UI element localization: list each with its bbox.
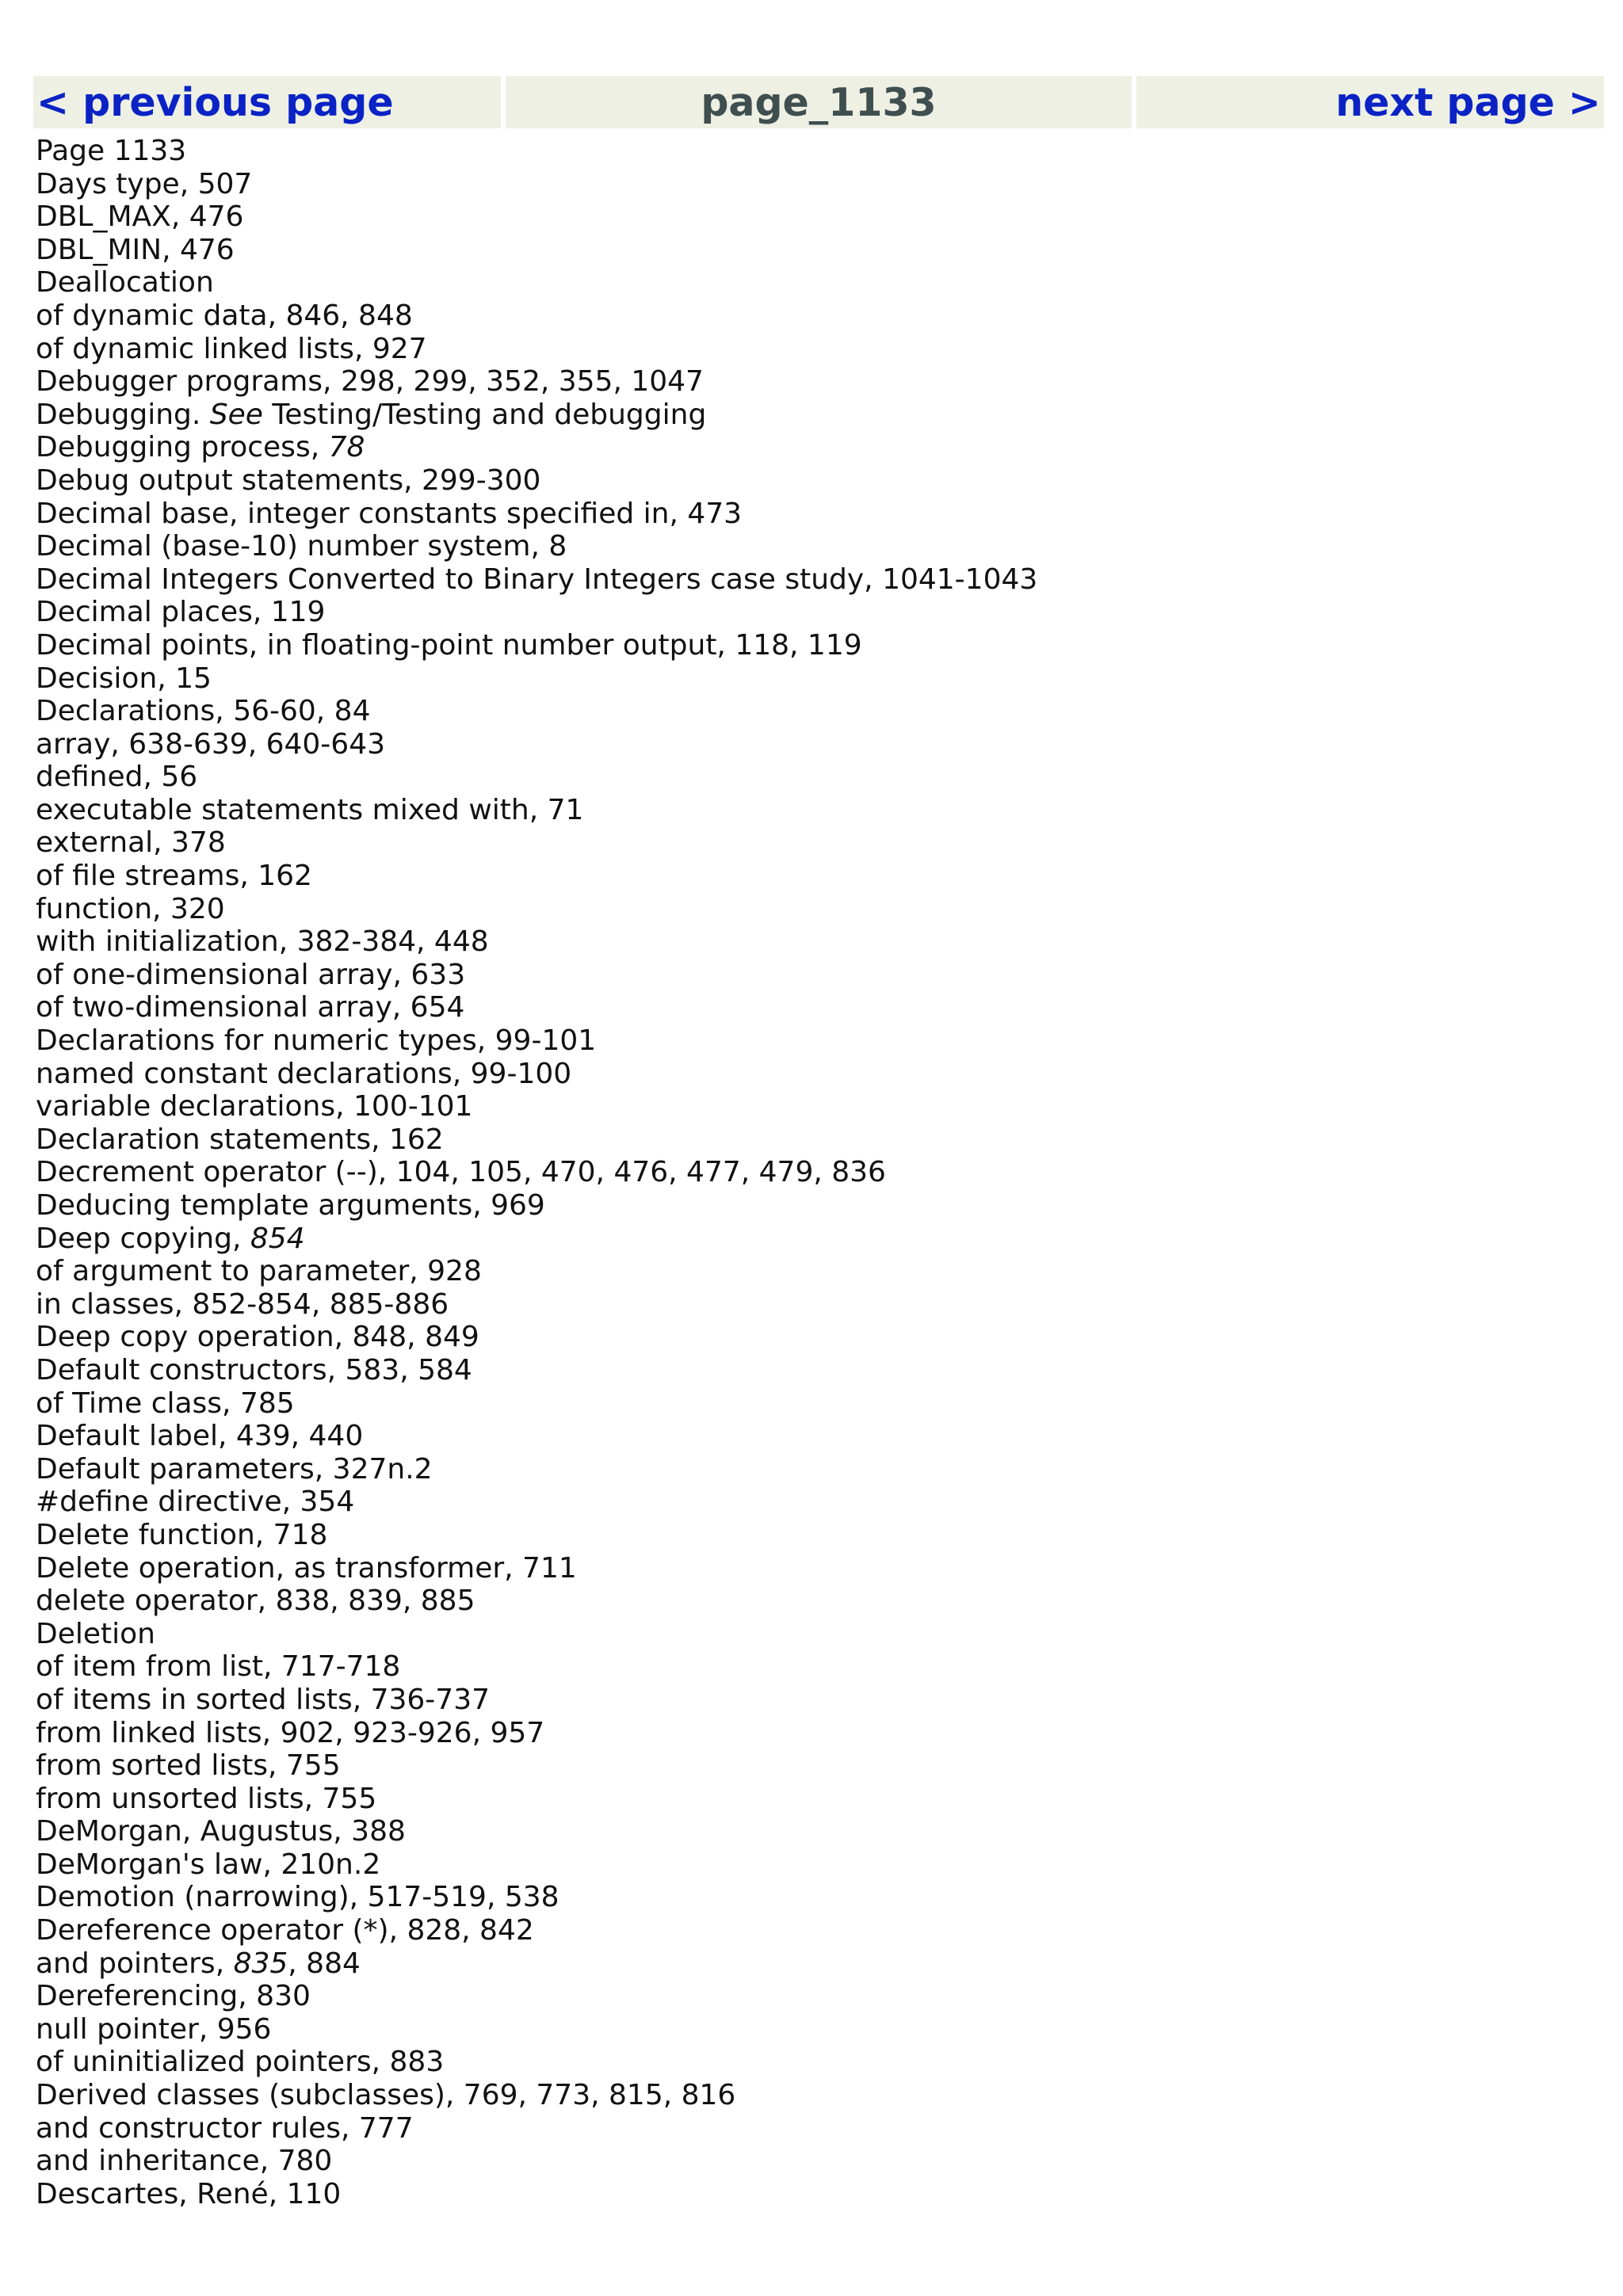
index-entry: null pointer, 956	[36, 2012, 272, 2046]
index-entry: of one-dimensional array, 633	[36, 958, 466, 991]
index-entry: Deep copy operation, 848, 849	[36, 1321, 479, 1354]
index-entry: with initialization, 382-384, 448	[36, 925, 489, 959]
index-entry: of file streams, 162	[36, 860, 312, 893]
index-entry: Debugging process, 78	[36, 431, 365, 464]
index-entry: Deallocation	[36, 266, 214, 299]
page-navigation	[33, 76, 1610, 128]
index-entry: of Time class, 785	[36, 1386, 295, 1420]
index-entry: external, 378	[36, 826, 226, 860]
index-entry: Default label, 439, 440	[36, 1420, 364, 1453]
page-title: page_1133	[506, 76, 1132, 128]
index-entry: DeMorgan's law, 210n.2	[36, 1848, 381, 1881]
index-entry: Decimal places, 119	[36, 596, 326, 629]
index-entry: of argument to parameter, 928	[36, 1255, 482, 1288]
index-entry-list	[36, 135, 1037, 2210]
index-entry: Debugging. See Testing/Testing and debugging	[36, 398, 707, 431]
previous-page-link[interactable]: < previous page	[36, 79, 394, 125]
index-entry: Dereferencing, 830	[36, 1980, 311, 2013]
index-entry: Demotion (narrowing), 517-519, 538	[36, 1881, 559, 1914]
italic-text: See	[209, 398, 263, 431]
next-page-cell	[1136, 76, 1604, 128]
index-entry: Deletion	[36, 1617, 155, 1650]
index-entry: and pointers, 835, 884	[36, 1947, 361, 1980]
index-entry: Default parameters, 327n.2	[36, 1452, 433, 1486]
index-entry: Declarations, 56-60, 84	[36, 695, 371, 728]
index-entry: of items in sorted lists, 736-737	[36, 1683, 491, 1716]
index-entry: Decimal points, in floating-point number output, 118, 119	[36, 628, 862, 662]
index-entry: Debugger programs, 298, 299, 352, 355, 1047	[36, 365, 704, 399]
index-entry: function, 320	[36, 892, 225, 925]
index-entry: of dynamic linked lists, 927	[36, 332, 427, 365]
index-entry: Page 1133	[36, 135, 187, 167]
index-entry: of dynamic data, 846, 848	[36, 299, 413, 332]
index-entry: of uninitialized pointers, 883	[36, 2046, 445, 2079]
index-entry: DBL_MAX, 476	[36, 200, 244, 234]
index-entry: from unsorted lists, 755	[36, 1782, 377, 1815]
index-entry: Decision, 15	[36, 662, 212, 695]
index-entry: Decrement operator (--), 104, 105, 470, 476, 477, 479, 836	[36, 1156, 886, 1189]
next-page-link[interactable]: next page >	[1335, 79, 1601, 125]
previous-page-cell	[33, 76, 501, 128]
index-entry: Default constructors, 583, 584	[36, 1353, 472, 1386]
index-entry: from sorted lists, 755	[36, 1749, 341, 1783]
index-entry: Deducing template arguments, 969	[36, 1189, 545, 1222]
index-entry: and constructor rules, 777	[36, 2111, 414, 2145]
index-entry: #define directive, 354	[36, 1486, 355, 1519]
index-entry: defined, 56	[36, 761, 198, 794]
index-entry: Decimal (base-10) number system, 8	[36, 530, 567, 563]
italic-text: 854	[250, 1222, 305, 1255]
index-entry: DBL_MIN, 476	[36, 233, 235, 266]
italic-text: 835	[233, 1947, 288, 1980]
index-entry: Decimal Integers Converted to Binary Integers case study, 1041-1043	[36, 563, 1038, 596]
italic-text: 78	[328, 431, 365, 464]
index-entry: Debug output statements, 299-300	[36, 463, 541, 497]
index-entry: Days type, 507	[36, 167, 253, 200]
index-entry: variable declarations, 100-101	[36, 1090, 473, 1123]
index-entry: Dereference operator (*), 828, 842	[36, 1914, 534, 1947]
index-entry: Deep copying, 854	[36, 1222, 305, 1255]
index-entry: of item from list, 717-718	[36, 1650, 401, 1684]
index-entry: Descartes, René, 110	[36, 2177, 342, 2210]
index-entry: Delete operation, as transformer, 711	[36, 1551, 577, 1585]
index-entry: array, 638-639, 640-643	[36, 727, 385, 761]
index-entry: named constant declarations, 99-100	[36, 1057, 572, 1090]
index-entry: executable statements mixed with, 71	[36, 793, 584, 826]
index-entry: Declarations for numeric types, 99-101	[36, 1024, 597, 1058]
index-entry: DeMorgan, Augustus, 388	[36, 1815, 406, 1848]
index-entry: Derived classes (subclasses), 769, 773, 815, 816	[36, 2079, 736, 2112]
index-entry: delete operator, 838, 839, 885	[36, 1585, 475, 1618]
index-entry: from linked lists, 902, 923-926, 957	[36, 1716, 545, 1749]
index-entry: of two-dimensional array, 654	[36, 991, 465, 1024]
index-entry: and inheritance, 780	[36, 2145, 333, 2178]
index-entry: Delete function, 718	[36, 1518, 328, 1551]
index-entry: Declaration statements, 162	[36, 1123, 444, 1156]
index-entry: in classes, 852-854, 885-886	[36, 1287, 449, 1321]
index-entry: Decimal base, integer constants specified in, 473	[36, 497, 743, 530]
